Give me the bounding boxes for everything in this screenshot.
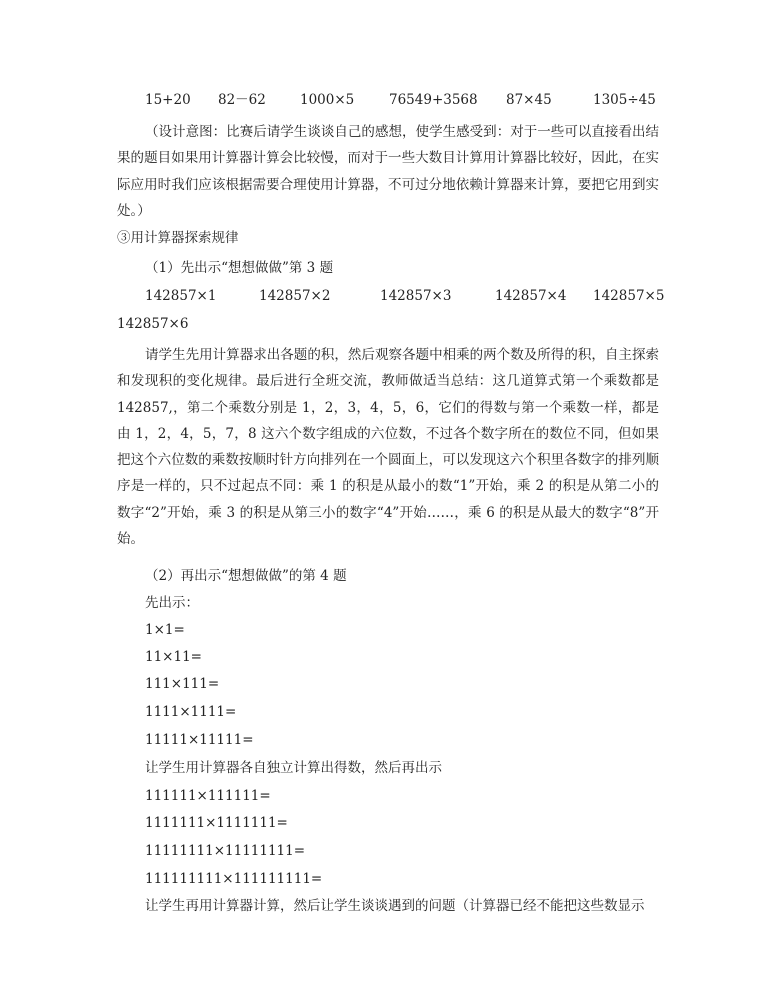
- expression: 76549+3568: [389, 92, 478, 108]
- step-heading: （1）先出示“想想做做”第 3 题: [145, 260, 334, 276]
- expression: 142857×3: [380, 288, 452, 304]
- expression: 1000×5: [300, 92, 355, 108]
- equation: 111111111×111111111=: [145, 871, 323, 887]
- equation: 111×111=: [145, 676, 220, 692]
- text-line: 让学生再用计算器计算，然后让学生谈谈遇到的问题（计算器已经不能把这些数显示: [145, 898, 645, 914]
- text-line: 让学生用计算器各自独立计算出得数，然后再出示: [145, 760, 442, 776]
- design-intent-paragraph: （设计意图：比赛后请学生谈谈自己的感想，使学生感受到：对于一些可以直接看出结果的题目如果用计算器计算会比较慢，而对于一些大数目计算用计算器比较好，因此，在实际应用时我们应该根据需要合理使用计算器，不可过分地依赖计算器来计算，要把它用到实处。）: [117, 124, 659, 219]
- equation: 11111×11111=: [145, 732, 254, 748]
- expression: 142857×6: [117, 316, 189, 332]
- equation: 1111×1111=: [145, 704, 237, 720]
- expression: 15+20: [145, 92, 191, 108]
- explanation-paragraph: 请学生先用计算器求出各题的积，然后观察各题中相乘的两个数及所得的积，自主探索和发现积的变化规律。最后进行全班交流，教师做适当总结：这几道算式第一个乘数都是 142857,，第二个乘数分别是 1，2，3，4，5，6，它们的得数与第一个乘数一样，都是由 1，2，4，5，7，8 这六个数字组成的六位数，不过各个数字所在的数位不同，但如果把这个六位数的乘数按顺时针方向排列在一个圆面上，可以发现这六个积里各数字的排列顺序是一样的，只不过起点不同：乘 1 的积是从最小的数“1”开始，乘 2 的积是从第二小的数字“2”开始，乘 3 的积是从第三小的数字“4”开始……，乘 6 的积是从最大的数字“8”开始。: [117, 347, 659, 548]
- equation: 1111111×1111111=: [145, 815, 288, 831]
- section-heading: ③用计算器探索规律: [117, 230, 239, 246]
- equation: 1×1=: [145, 622, 185, 638]
- expression: 82－62: [218, 92, 266, 108]
- expression: 142857×5: [593, 288, 665, 304]
- equation: 11×11=: [145, 649, 202, 665]
- expression: 87×45: [506, 92, 552, 108]
- expression: 142857×2: [259, 288, 331, 304]
- expression: 142857×1: [145, 288, 217, 304]
- text-line: 先出示：: [145, 595, 199, 611]
- equation: 11111111×11111111=: [145, 843, 306, 859]
- step-heading: （2）再出示“想想做做”的第 4 题: [145, 568, 347, 584]
- expression: 142857×4: [495, 288, 567, 304]
- expression: 1305÷45: [593, 92, 656, 108]
- equation: 111111×111111=: [145, 788, 271, 804]
